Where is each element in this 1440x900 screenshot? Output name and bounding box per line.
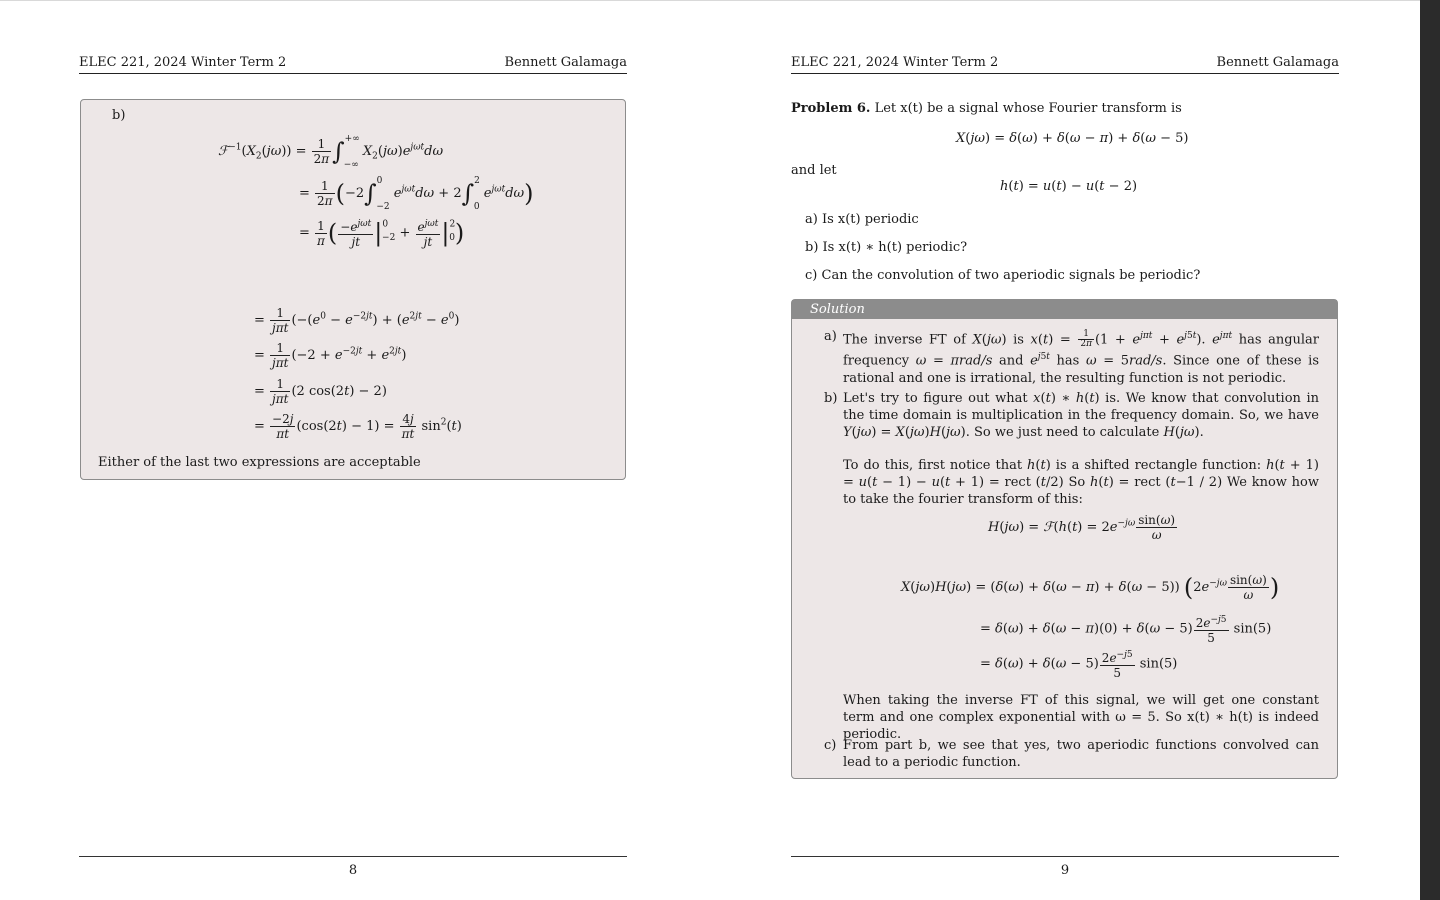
- equation-line: = $\frac{1}{\pi}$ ( $\frac{-e^{j\omega t}}{jt}$ $|^0_{-2}$ + $\frac{e^{j\omega t}}{jt}$ $|^2_0$): [299, 218, 465, 249]
- solution-title: Solution: [792, 300, 1337, 319]
- page-8: [79, 0, 627, 900]
- problem-intro: Let x(t) be a signal whose Fourier transform is: [874, 101, 1182, 116]
- course-title: ELEC 221, 2024 Winter Term 2: [79, 55, 287, 70]
- question-a: a) Is x(t) periodic: [805, 212, 919, 227]
- equation-line: = $\frac{1}{2\pi}$ (−2∫$^0_{-2}$ $e^{j\omega t}d\omega + 2\int^2_0$ $e^{j\omega t}d\omega$): [299, 176, 534, 212]
- page-number: 9: [1060, 863, 1070, 878]
- author-name: Bennett Galamaga: [1216, 55, 1339, 70]
- solution-b-p1: Let's try to figure out what x(t) ∗ h(t) is. We know that convolution in the time domain is multiplication in the frequency domain. So, we have Y(jω) = X(jω)H(jω). So we just need to calculate H(jω).: [843, 391, 1320, 440]
- problem-statement: [791, 100, 1182, 117]
- equation-line: = $\frac{1}{\text{jπt}}$ $(-2 + e^{-2jt} + e^{2jt})$: [254, 341, 407, 370]
- solution-b-p3: When taking the inverse FT of this signal, we will get one constant term and one complex exponential with ω = 5. So x(t) ∗ h(t) is indeed periodic.: [843, 693, 1319, 742]
- equation-line: = $\frac{1}{\text{jπt}}$ (2 cos(2t) − 2): [254, 377, 387, 406]
- equation-product-3: = δ(ω) + δ(ω − 5) $\frac{2e^{-j5}}{5}$ sin(5): [980, 650, 1178, 680]
- footer-rule: [791, 856, 1339, 857]
- solution-a: The inverse FT of X(jω) is x(t) = $\frac{1}{2\pi}$ $(1 + e^{j\pi t} + e^{j5t})$. $e^{j\pi t}$ has angular frequency ω = πrad/s and $e^{j5t}$ has ω = 5rad/s. Since one of these is rational and one is irrational, the resulting function is not periodic.: [843, 329, 1320, 386]
- page-header: [791, 55, 1339, 74]
- page-header: [79, 55, 627, 74]
- page-9: [791, 0, 1339, 900]
- equation-X: X(jω) = δ(ω) + δ(ω − π) + δ(ω − 5): [956, 131, 1189, 146]
- footer-rule: [79, 856, 627, 857]
- equation-product: X(jω)H(jω) = (δ(ω) + δ(ω − π) + δ(ω − 5)) ($2e^{-j\omega}$ $\frac{\sin(\omega)}{\omega}$ ): [901, 573, 1280, 602]
- equation-line: = $\frac{-2j}{\pi t}$ (cos(2t) − 1) = $\frac{4j}{\pi t}$ $\sin^2(t)$: [254, 412, 462, 441]
- part-label: b): [112, 108, 126, 123]
- equation-line: = $\frac{1}{\text{jπt}}$ ($-(e^0 - e^{-2jt}) + (e^{2jt} - e^0)$: [254, 306, 460, 335]
- answer-box: [80, 99, 626, 480]
- equation-H: H(jω) = ℱ(h(t) = $2e^{-j\omega}$ $\frac{\sin(\omega)}{\omega}$: [988, 513, 1176, 542]
- solution-b-label: b): [824, 391, 838, 406]
- scrollbar[interactable]: [1420, 0, 1440, 900]
- equation-h: h(t) = u(t) − u(t − 2): [1000, 179, 1138, 194]
- author-name: Bennett Galamaga: [504, 55, 627, 70]
- solution-c-label: c): [824, 738, 837, 753]
- course-title: ELEC 221, 2024 Winter Term 2: [791, 55, 999, 70]
- question-c: c) Can the convolution of two aperiodic signals be periodic?: [805, 268, 1201, 283]
- and-let: and let: [791, 163, 837, 178]
- problem-label: Problem 6.: [791, 101, 871, 116]
- equation-product-2: = δ(ω) + δ(ω − π)(0) + δ(ω − 5) $\frac{2e^{-j5}}{5}$ sin(5): [980, 615, 1272, 645]
- equation-line: $ℱ^{-1}(X_2(j\omega))$ = $\frac{1}{2\pi}$ $\int^{+\infty}_{-\infty}$ $X_2(j\omega)e^{j\omega t}d\omega$: [218, 134, 444, 170]
- question-b: b) Is x(t) ∗ h(t) periodic?: [805, 240, 968, 255]
- solution-c: From part b, we see that yes, two aperiodic functions convolved can lead to a periodic function.: [843, 738, 1319, 770]
- solution-a-label: a): [824, 329, 837, 344]
- solution-b-p2: To do this, first notice that h(t) is a shifted rectangle function: h(t + 1) = u(t − 1) − u(t + 1) = rect (t/2) So h(t) = rect (t−1 / 2) We know how to take the fourier transform of this:: [843, 458, 1319, 507]
- solution-box: [791, 299, 1338, 779]
- note-text: Either of the last two expressions are acceptable: [98, 455, 421, 470]
- page-number: 8: [348, 863, 358, 878]
